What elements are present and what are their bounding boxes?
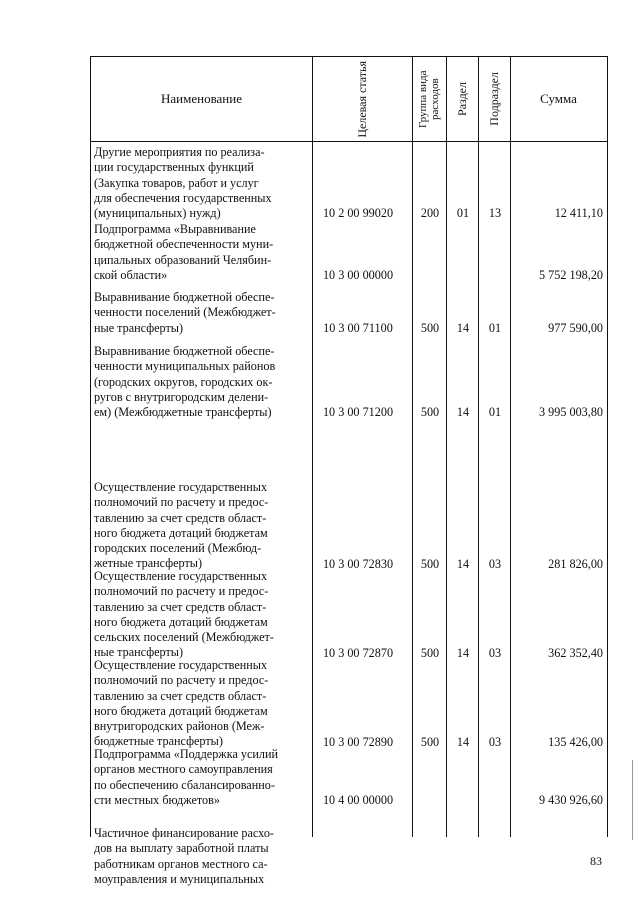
row-name-line: полномочий по расчету и предос- [94, 495, 269, 510]
column-divider [478, 57, 479, 837]
row-name [94, 222, 306, 283]
row-section: 14 [456, 734, 470, 749]
row-section: 14 [456, 405, 470, 420]
row-name-line: для обеспечения государственных [94, 190, 272, 205]
column-divider [510, 57, 511, 837]
row-sum: 9 430 926,60 [539, 792, 603, 807]
row-group: 500 [420, 734, 440, 749]
row-name-line: бюджетной обеспеченности муни- [94, 237, 274, 252]
row-sum: 362 352,40 [548, 645, 603, 660]
row-name-line: городских поселений (Межбюд- [94, 541, 262, 556]
row-code: 10 3 00 00000 [322, 267, 394, 282]
header-section-text: Раздел [454, 82, 469, 116]
row-subsection: 01 [488, 320, 502, 335]
row-name-line: Частичное финансирование расхо- [94, 826, 274, 840]
header-sum-text: Сумма [540, 91, 577, 106]
row-name-line: ченности поселений (Межбюджет- [94, 305, 276, 320]
row-code: 10 4 00 00000 [322, 792, 394, 807]
row-name-line: Осуществление государственных [94, 480, 268, 494]
row-name-line: жетные трансферты) [94, 556, 203, 571]
header-subsection-text: Подраздел [486, 72, 501, 126]
row-name-line: ругов с внутригородским делени- [94, 389, 269, 404]
row-subsection: 13 [488, 206, 502, 221]
row-name-line: Осуществление государственных [94, 658, 268, 672]
row-name-line: Выравнивание бюджетной обеспе- [94, 290, 275, 304]
row-name [94, 145, 306, 221]
header-subsection [478, 57, 510, 141]
row-code: 10 3 00 71200 [322, 405, 394, 420]
header-section [446, 57, 478, 141]
row-name-line: ции государственных функций [94, 160, 254, 175]
row-name-line: Выравнивание бюджетной обеспе- [94, 344, 275, 358]
row-name-line: ные трансферты) [94, 320, 184, 335]
row-name-line: внутригородских районов (Меж- [94, 719, 265, 734]
row-name-line: тавлению за счет средств област- [94, 599, 267, 614]
row-code: 10 2 00 99020 [322, 206, 394, 221]
row-name-line: полномочий по расчету и предос- [94, 584, 269, 599]
row-name-line: тавлению за счет средств област- [94, 688, 267, 703]
row-name-line: ного бюджета дотаций бюджетам [94, 614, 268, 629]
row-name [94, 569, 306, 661]
row-section: 14 [456, 556, 470, 571]
header-name-text: Наименование [161, 91, 242, 106]
row-name [94, 658, 306, 750]
row-name-line: сельских поселений (Межбюджет- [94, 630, 274, 645]
row-name-line: ем) (Межбюджетные трансферты) [94, 405, 272, 420]
row-name-line: ного бюджета дотаций бюджетам [94, 703, 268, 718]
row-group: 500 [420, 320, 440, 335]
row-name-line: дов на выплату заработной платы [94, 841, 269, 856]
row-name-line: тавлению за счет средств област- [94, 510, 267, 525]
row-group: 500 [420, 405, 440, 420]
row-name-line: по обеспечению сбалансированно- [94, 777, 275, 792]
row-name-line: (Закупка товаров, работ и услуг [94, 175, 259, 190]
row-name [94, 344, 306, 420]
row-code: 10 3 00 72890 [322, 734, 394, 749]
header-target-text: Целевая статья [354, 60, 369, 138]
row-name-line: ской области» [94, 267, 168, 282]
row-name-line: сти местных бюджетов» [94, 792, 220, 807]
column-divider [412, 57, 413, 837]
row-subsection: 03 [488, 645, 502, 660]
row-name [94, 747, 306, 808]
row-name-line: Подпрограмма «Выравнивание [94, 222, 256, 236]
header-sum [510, 57, 607, 141]
column-divider [312, 57, 313, 837]
row-subsection: 03 [488, 734, 502, 749]
row-subsection: 03 [488, 556, 502, 571]
row-name-line: работникам органов местного са- [94, 856, 268, 871]
row-sum: 135 426,00 [548, 734, 603, 749]
budget-table [90, 56, 608, 886]
row-name [94, 826, 306, 887]
row-section: 14 [456, 320, 470, 335]
row-name-line: ные трансферты) [94, 645, 184, 660]
row-code: 10 3 00 72870 [322, 645, 394, 660]
header-group [412, 57, 446, 141]
row-name-line: Подпрограмма «Поддержка усилий [94, 747, 279, 761]
row-name-line: органов местного самоуправления [94, 762, 273, 777]
row-section: 01 [456, 206, 470, 221]
header-name [91, 57, 312, 141]
row-name-line: моуправления и муниципальных [94, 871, 265, 886]
column-divider [446, 57, 447, 837]
row-name-line: ченности муниципальных районов [94, 359, 276, 374]
row-group: 200 [420, 206, 440, 221]
row-code: 10 3 00 71100 [323, 320, 393, 335]
row-sum: 977 590,00 [548, 320, 603, 335]
row-name [94, 290, 306, 336]
row-name-line: полномочий по расчету и предос- [94, 673, 269, 688]
row-name-line: (городских округов, городских ок- [94, 374, 273, 389]
row-name [94, 480, 306, 572]
row-name-line: (муниципальных) нужд) [94, 206, 221, 221]
row-sum: 3 995 003,80 [539, 405, 603, 420]
row-code: 10 3 00 72830 [322, 556, 394, 571]
page-number: 83 [590, 854, 602, 868]
table-header [91, 57, 607, 142]
row-name-line: Осуществление государственных [94, 569, 268, 583]
row-subsection: 01 [488, 405, 502, 420]
row-sum: 5 752 198,20 [539, 267, 603, 282]
row-name-line: бюджетные трансферты) [94, 734, 223, 749]
row-sum: 12 411,10 [554, 206, 603, 221]
header-group-text: Группа вида расходов [417, 70, 441, 128]
scan-edge-line [632, 760, 633, 840]
header-target [312, 57, 412, 141]
row-name-line: ного бюджета дотаций бюджетам [94, 525, 268, 540]
row-group: 500 [420, 556, 440, 571]
row-group: 500 [420, 645, 440, 660]
row-name-line: Другие мероприятия по реализа- [94, 145, 265, 159]
row-sum: 281 826,00 [548, 556, 603, 571]
row-name-line: ципальных образований Челябин- [94, 252, 272, 267]
row-section: 14 [456, 645, 470, 660]
